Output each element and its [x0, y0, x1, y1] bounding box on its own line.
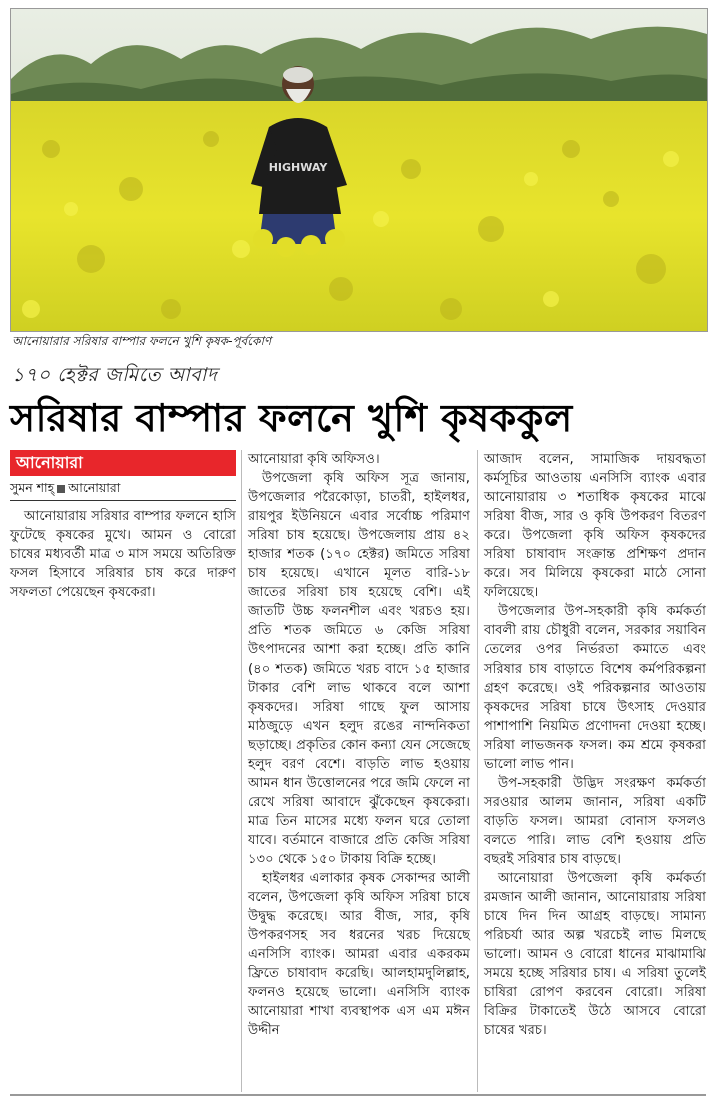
paragraph: উপ-সহকারী উদ্ভিদ সংরক্ষণ কর্মকর্তা সরওয়ার আলম জানান, সরিষা একটি বাড়তি ফসল। আমরা বোনাস ফসলও বলতে পারি। লাভ বেশি হওয়ায় প্রতি বছরই সরিষার চাষ বাড়ছে।	[484, 775, 706, 867]
paragraph: উপজেলা কৃষি অফিস সূত্র জানায়, উপজেলার পরৈকোড়া, চাতরী, হাইলধর, রায়পুর ইউনিয়নে এবার সর্বোচ্চ পরিমাণ সরিষা চাষ হয়েছে। উপজেলায় প্রায় ৪২ হাজার শতক (১৭০ হেক্টর) জমিতে সরিষা চাষ হয়েছে। এখানে মূলত বারি-১৮ জাতের সরিষা চাষ হয়েছে বেশি। এই জাতটি উচ্চ ফলনশীল এবং খরচও হয়। প্রতি শতক জমিতে ৬ কেজি সরিষা উৎপাদনের আশা করা হচ্ছে। প্রতি কানি (৪০ শতক) জমিতে খরচ বাদে ১৫ হাজার টাকার বেশি লাভ থাকবে বলে আশা কৃষকদের। সরিষা গাছে ফুল আসায় মাঠজুড়ে এখন হলুদ রঙের নান্দনিকতা ছড়াচ্ছে। প্রকৃতির কোন কন্যা যেন সেজেছে হলুদ বরণ বেশে। বাড়তি লাভ হওয়ায় আমন ধান উত্তোলনের পরে জমি ফেলে না রেখে সরিষা আবাদে ঝুঁকেছেন কৃষকেরা। মাত্র তিন মাসের মধ্যে ফলন ঘরে তোলা যাবে। বর্তমানে বাজারে প্রতি কেজি সরিষা ১৩০ থেকে ১৫০ টাকায় বিক্রি হচ্ছে।	[248, 471, 470, 867]
paragraph: হাইলধর এলাকার কৃষক সেকান্দর আলী বলেন, উপজেলা কৃষি অফিস সরিষা চাষে উদ্বুদ্ধ করেছে। আর বীজ, সার, কৃষি উপকরণসহ সব ধরনের খরচ দিয়েছে এনসিসি ব্যাংক। আমরা এবার একরকম ফ্রিতে চাষাবাদ করেছি। আলহামদুলিল্লাহ, ফলনও হয়েছে ভালো। এনসিসি ব্যাংক আনোয়ারা শাখা ব্যবস্থাপক এস এম মঈন উদ্দীন	[248, 871, 470, 1039]
headline: সরিষার বাম্পার ফলনে খুশি কৃষককুল	[10, 396, 573, 440]
paragraph: আনোয়ারা কৃষি অফিসও।	[248, 452, 380, 467]
paragraph: উপজেলার উপ-সহকারী কৃষি কর্মকর্তা বাবলী রায় চৌধুরী বলেন, সরকার সয়াবিন তেলের ওপর নির্ভরতা কমাতে এবং সরিষার চাষ বাড়াতে বিশেষ কর্মপরিকল্পনা গ্রহণ করেছে। ওই পরিকল্পনার আওতায় কৃষকদের সরিষা চাষে উৎসাহ দেওয়ার পাশাপাশি নিয়মিত প্রণোদনা দেওয়া হচ্ছে। সরিষা লাভজনক ফসল। কম শ্রমে কৃষকরা ভালো লাভ পান।	[484, 604, 706, 772]
byline-place: আনোয়ারা	[68, 480, 121, 495]
bottom-rule	[10, 1094, 706, 1096]
article-column-1	[10, 450, 236, 602]
article-column-3	[484, 450, 706, 1040]
photo-caption: আনোয়ারার সরিষার বাম্পার ফলনে খুশি কৃষক-পূর্বকোণ	[12, 334, 272, 348]
paragraph: আনোয়ারা উপজেলা কৃষি কর্মকর্তা রমজান আলী জানান, আনোয়ারায় সরিষা চাষে দিন দিন আগ্রহ বাড়ছে। সামান্য পরিচর্যা আর অল্প খরচেই লাভ মিলছে ভালো। আমন ও বোরো ধানের মাঝামাঝি সময়ে হচ্ছে সরিষার চাষ। এ সরিষা তুলেই চাষিরা রোপণ করবেন বোরো। সরিষা বিক্রির টাকাতেই উঠে আসবে বোরো চাষের খরচ।	[484, 871, 706, 1039]
paragraph: আজাদ বলেন, সামাজিক দায়বদ্ধতা কর্মসূচির আওতায় এনসিসি ব্যাংক এবার আনোয়ারায় ৩ শতাধিক কৃষকের মাঝে সরিষা বীজ, সার ও কৃষি উপকরণ বিতরণ করে। উপজেলা কৃষি অফিস কৃষকদের সরিষা চাষাবাদ সংক্রান্ত প্রশিক্ষণ প্রদান করে। সব মিলিয়ে কৃষকেরা মাঠে সোনা ফলিয়েছে।	[484, 452, 706, 601]
shirt-text: HIGHWAY	[268, 161, 328, 174]
place-tag: আনোয়ারা	[10, 450, 236, 476]
farmer-in-mustard-field-photo	[11, 9, 707, 331]
column-divider	[241, 450, 242, 1092]
article-column-2	[248, 450, 470, 1040]
square-bullet-icon	[57, 485, 65, 493]
byline-author: সুমন শাহ্	[10, 480, 55, 495]
column-divider	[477, 450, 478, 1092]
byline	[10, 479, 236, 501]
paragraph: আনোয়ারায় সরিষার বাম্পার ফলনে হাসি ফুটেছে কৃষকের মুখে। আমন ও বোরো চাষের মধ্যবর্তী মাত্র ৩ মাস সময়ে অতিরিক্ত ফসল হিসাবে সরিষার চাষ করে দারুণ সফলতা পেয়েছেন কৃষকেরা।	[10, 509, 236, 601]
kicker: ১৭০ হেক্টর জমিতে আবাদ	[12, 364, 218, 386]
news-photo	[10, 8, 708, 332]
